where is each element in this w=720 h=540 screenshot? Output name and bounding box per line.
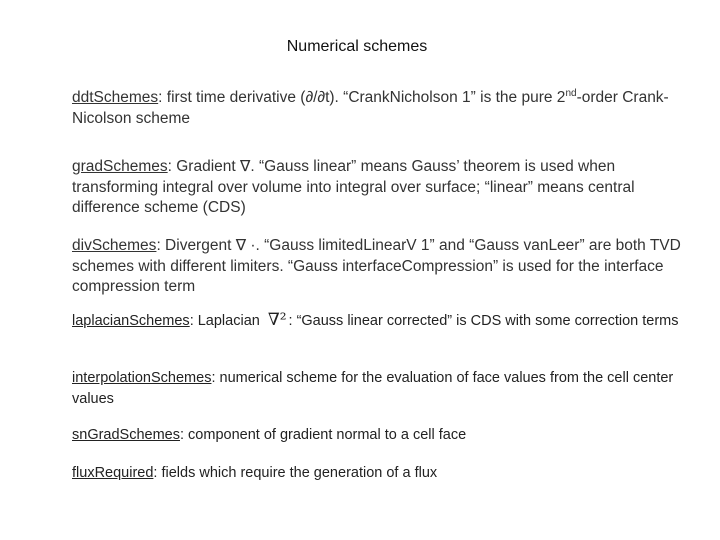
ddt-schemes-item (72, 88, 692, 129)
sngrad-schemes-description: : component of gradient normal to a cell face (180, 427, 467, 443)
interpolation-schemes-item (72, 368, 692, 409)
interpolation-schemes-term: interpolationSchemes (72, 370, 212, 386)
div-schemes-description: : Divergent ∇ ·. “Gauss limitedLinearV 1” and “Gauss vanLeer” are both TVD schemes with different limiters. “Gauss interfaceCompression” is used for the interface compression term (72, 237, 681, 295)
laplacian-schemes-term: laplacianSchemes (72, 313, 190, 329)
laplacian-symbol: ∇² (267, 310, 287, 330)
div-schemes-term: divSchemes (72, 237, 157, 254)
flux-required-item (72, 463, 692, 484)
laplacian-schemes-description-cont: : “Gauss linear corrected” is CDS with some correction terms (288, 313, 679, 329)
laplacian-schemes-description: : Laplacian (189, 313, 260, 329)
ddt-schemes-description: : first time derivative (∂/∂t). “CrankNicholson 1” is the pure 2 (158, 89, 566, 106)
ddt-schemes-superscript: nd (565, 87, 577, 99)
laplacian-schemes-item (72, 310, 692, 332)
ddt-schemes-description-cont: -order Crank-Nicolson scheme (72, 89, 669, 127)
grad-schemes-item (72, 157, 692, 219)
ddt-schemes-term: ddtSchemes (72, 89, 159, 106)
flux-required-term: fluxRequired (72, 465, 154, 481)
slide-title: Numerical schemes (286, 38, 428, 55)
div-schemes-item (72, 236, 692, 298)
flux-required-description: : fields which require the generation of a flux (153, 465, 438, 481)
interpolation-schemes-description: : numerical scheme for the evaluation of face values from the cell center values (72, 370, 674, 407)
grad-schemes-description: : Gradient ∇. “Gauss linear” means Gauss’ theorem is used when transforming integral over volume into integral over surface; “linear” means central difference scheme (CDS) (72, 158, 635, 216)
sngrad-schemes-term: snGradSchemes (72, 427, 180, 443)
grad-schemes-term: gradSchemes (72, 158, 168, 175)
sngrad-schemes-item (72, 425, 692, 446)
